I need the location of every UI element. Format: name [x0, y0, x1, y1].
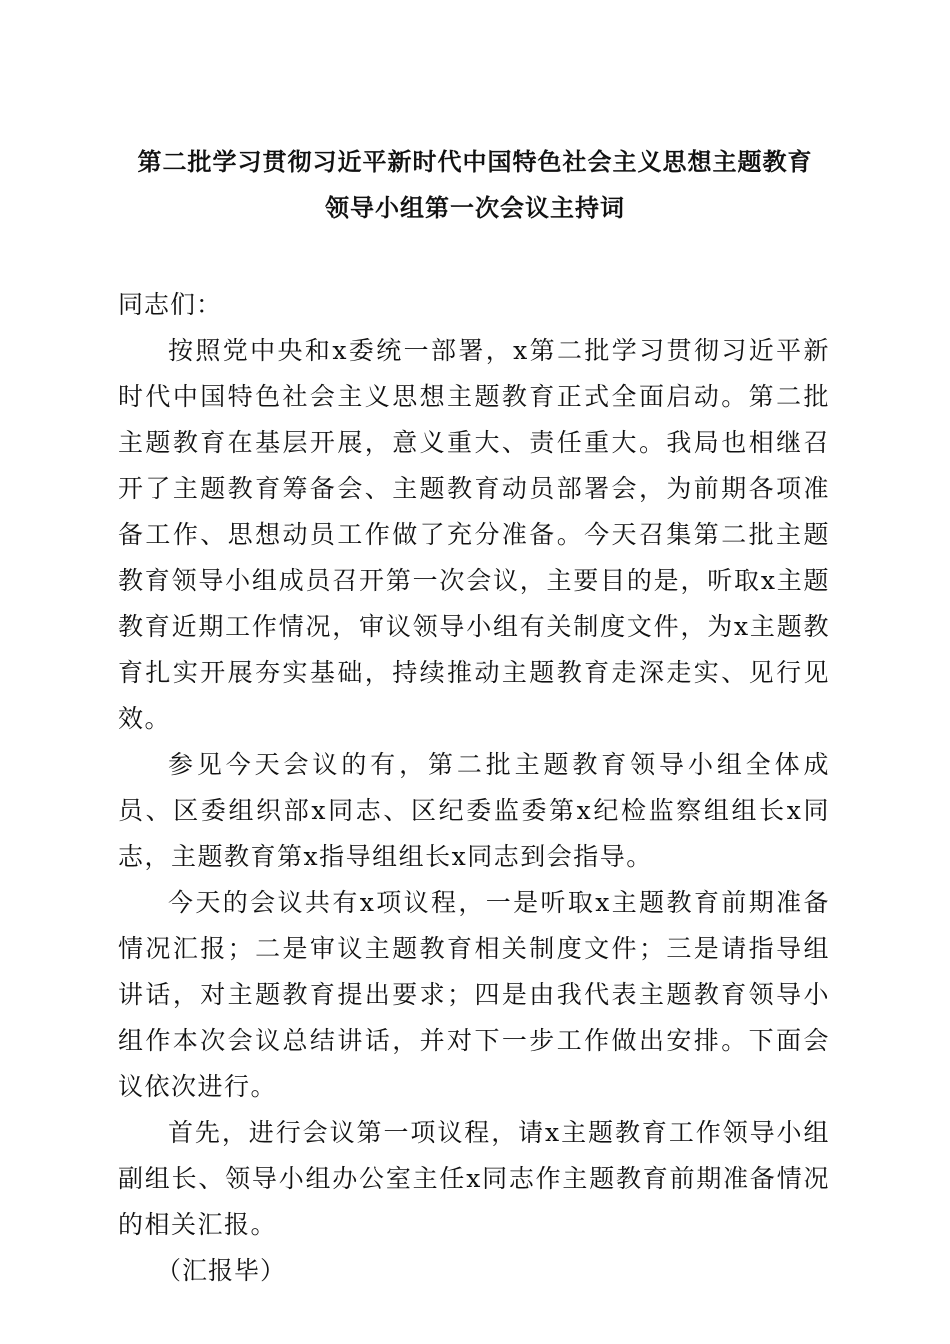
- paragraph-3: 今天的会议共有x项议程，一是听取x主题教育前期准备情况汇报；二是审议主题教育相关制度文件；三是请指导组讲话，对主题教育提出要求；四是由我代表主题教育领导小组作本次会议总结讲话，并对下一步工作做出安排。下面会议依次进行。: [118, 888, 830, 1101]
- document-title-line-1: 第二批学习贯彻习近平新时代中国特色社会主义思想主题教育: [137, 147, 813, 176]
- paragraph-4: 首先，进行会议第一项议程，请x主题教育工作领导小组副组长、领导小组办公室主任x同志作主题教育前期准备情况的相关汇报。: [118, 1118, 830, 1239]
- document-body: [118, 282, 830, 1294]
- paragraph-2: 参见今天会议的有，第二批主题教育领导小组全体成员、区委组织部x同志、区纪委监委第x纪检监察组组长x同志，主题教育第x指导组组长x同志到会指导。: [118, 750, 830, 871]
- document-title-line-2: 领导小组第一次会议主持词: [325, 193, 625, 222]
- paragraph-1: 按照党中央和x委统一部署，x第二批学习贯彻习近平新时代中国特色社会主义思想主题教育正式全面启动。第二批主题教育在基层开展，意义重大、责任重大。我局也相继召开了主题教育筹备会、主题教育动员部署会，为前期各项准备工作、思想动员工作做了充分准备。今天召集第二批主题教育领导小组成员召开第一次会议，主要目的是，听取x主题教育近期工作情况，审议领导小组有关制度文件，为x主题教育扎实开展夯实基础，持续推动主题教育走深走实、见行见效。: [118, 336, 830, 733]
- closing-note: （汇报毕）: [156, 1256, 287, 1285]
- salutation: 同志们：: [118, 290, 223, 319]
